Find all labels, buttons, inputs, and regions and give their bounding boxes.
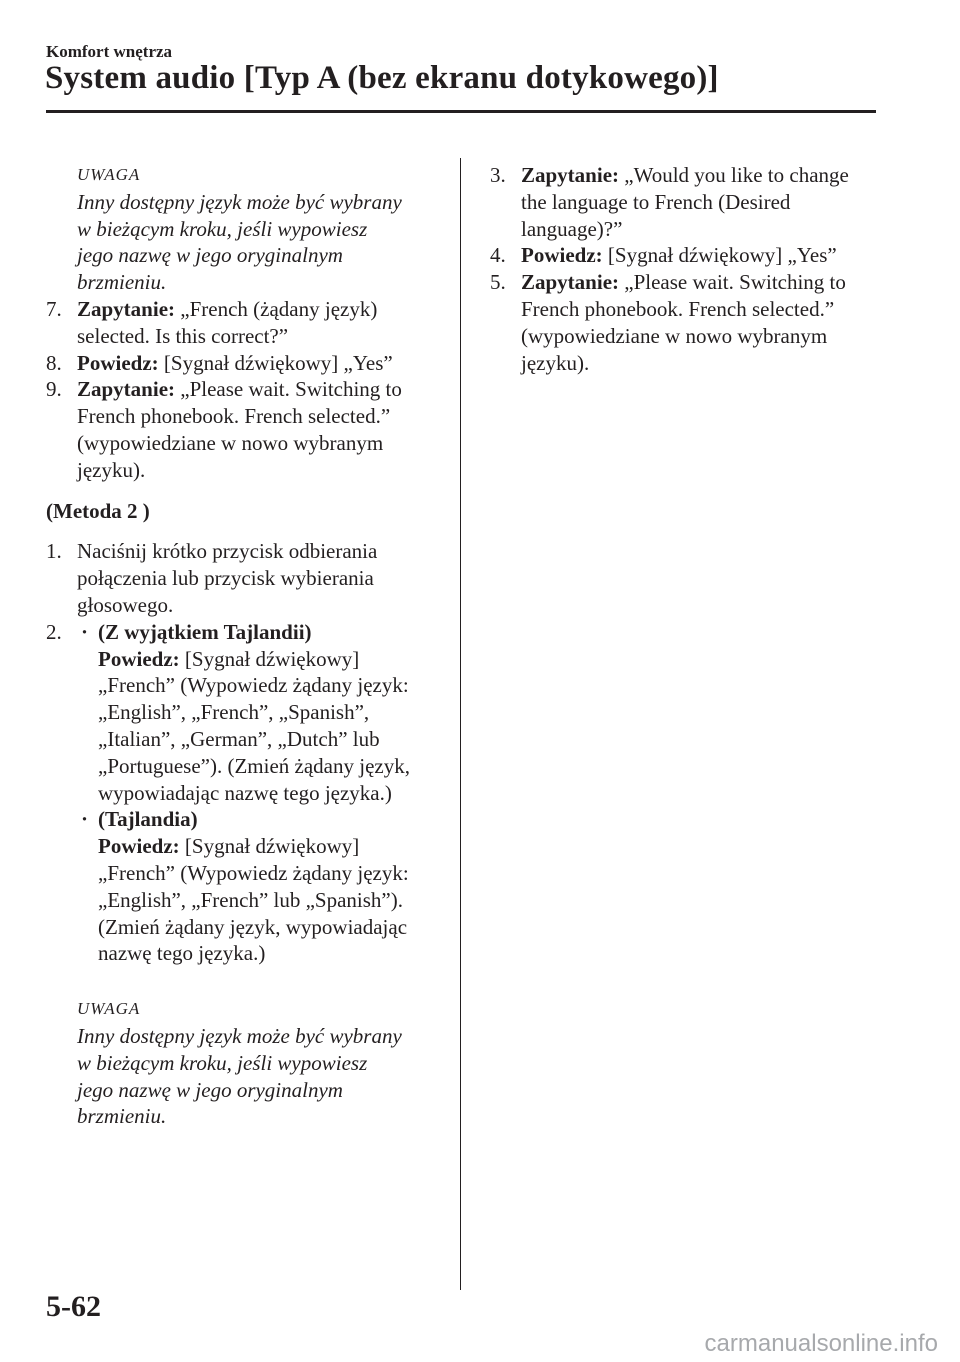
- step-8: [46, 350, 446, 377]
- step-text: (Zmień żądany język, wypowiadając: [98, 914, 408, 939]
- method-step-1: [46, 538, 446, 618]
- bullet-item: [77, 619, 446, 807]
- step-text: „Would you like to change: [619, 163, 849, 187]
- step-text: języku).: [77, 457, 146, 482]
- step-text: [Sygnał dźwiękowy]: [179, 646, 360, 671]
- step-label: Zapytanie:: [521, 270, 620, 295]
- step-text: „English”, „French” lub „Spanish”).: [98, 887, 403, 912]
- step-text: połączenia lub przycisk wybierania: [77, 566, 374, 591]
- step-text: głosowego.: [77, 592, 174, 617]
- step-text: [Sygnał dźwiękowy] „Yes”: [602, 243, 837, 268]
- bullet-dot: ·: [81, 807, 89, 832]
- step-4: [490, 242, 890, 269]
- step-text: „French (żądany język): [175, 296, 378, 321]
- step-text: the language to French (Desired: [521, 189, 791, 214]
- step-text: [Sygnał dźwiękowy]: [179, 834, 360, 859]
- step-text: „Please wait. Switching to: [619, 270, 846, 295]
- step-9: [46, 376, 446, 483]
- page-title: System audio [Typ A (bez ekranu dotykowego)]: [45, 60, 719, 96]
- step-label: Powiedz:: [98, 834, 180, 859]
- step-text: „French” (Wypowiedz żądany język:: [98, 673, 409, 698]
- step-number: 9.: [46, 377, 62, 402]
- step-text: (wypowiedziane w nowo wybranym: [77, 430, 384, 455]
- step-label: Powiedz:: [77, 350, 159, 375]
- column-divider: [460, 158, 461, 1290]
- note-line: Inny dostępny język może być wybrany: [77, 189, 402, 214]
- watermark: carmanualsonline.info: [704, 1330, 938, 1357]
- note-heading: UWAGA: [77, 999, 141, 1019]
- bullet-item: [77, 806, 446, 967]
- step-3: [490, 162, 890, 242]
- note-line: jego nazwę w jego oryginalnym: [77, 1077, 343, 1102]
- step-text: nazwę tego języka.): [98, 941, 266, 966]
- method-heading: (Metoda 2 ): [46, 498, 150, 523]
- note-block: [46, 162, 446, 296]
- bullet-title: (Z wyjątkiem Tajlandii): [98, 619, 312, 644]
- page-number: 5-62: [46, 1290, 101, 1323]
- step-text: „French” (Wypowiedz żądany język:: [98, 860, 409, 885]
- step-text: [Sygnał dźwiękowy] „Yes”: [158, 350, 393, 375]
- step-text: selected. Is this correct?”: [77, 323, 289, 348]
- step-number: 5.: [490, 270, 506, 295]
- note-line: w bieżącym kroku, jeśli wypowiesz: [77, 216, 368, 241]
- step-text: (wypowiedziane w nowo wybranym: [521, 323, 828, 348]
- section-label: Komfort wnętrza: [46, 42, 173, 61]
- right-column: [490, 162, 890, 376]
- left-column: [46, 162, 446, 1130]
- step-number: 4.: [490, 243, 506, 268]
- step-number: 7.: [46, 296, 62, 321]
- step-number: 3.: [490, 163, 506, 187]
- step-text: „English”, „French”, „Spanish”,: [98, 700, 370, 725]
- step-7: [46, 296, 446, 350]
- note-line: jego nazwę w jego oryginalnym: [77, 243, 343, 268]
- step-number: 2.: [46, 619, 62, 644]
- step-text: wypowiadając nazwę tego języka.): [98, 780, 392, 805]
- step-text: language)?”: [521, 216, 623, 241]
- step-number: 1.: [46, 539, 62, 564]
- note-line: w bieżącym kroku, jeśli wypowiesz: [77, 1050, 368, 1075]
- step-label: Powiedz:: [98, 646, 180, 671]
- method-step-2: [46, 619, 446, 967]
- step-text: języku).: [521, 350, 590, 375]
- note-block: [46, 996, 446, 1130]
- header-divider: [46, 110, 876, 113]
- step-text: French phonebook. French selected.”: [77, 404, 391, 429]
- step-label: Zapytanie:: [77, 377, 176, 402]
- step-label: Zapytanie:: [521, 163, 620, 187]
- note-line: brzmieniu.: [77, 270, 167, 295]
- step-5: [490, 269, 890, 376]
- note-text: [77, 1023, 446, 1130]
- step-text: „Portuguese”). (Zmień żądany język,: [98, 753, 410, 778]
- step-text: French phonebook. French selected.”: [521, 296, 835, 321]
- step-number: 8.: [46, 350, 62, 375]
- note-text: [77, 189, 446, 296]
- note-heading: UWAGA: [77, 165, 141, 184]
- step-text: „Please wait. Switching to: [175, 377, 402, 402]
- note-line: brzmieniu.: [77, 1104, 167, 1129]
- step-label: Powiedz:: [521, 243, 603, 268]
- step-label: Zapytanie:: [77, 296, 176, 321]
- step-text: „Italian”, „German”, „Dutch” lub: [98, 726, 380, 751]
- step-text: Naciśnij krótko przycisk odbierania: [77, 539, 378, 564]
- bullet-dot: ·: [81, 619, 89, 644]
- note-line: Inny dostępny język może być wybrany: [77, 1023, 402, 1048]
- bullet-title: (Tajlandia): [98, 807, 198, 832]
